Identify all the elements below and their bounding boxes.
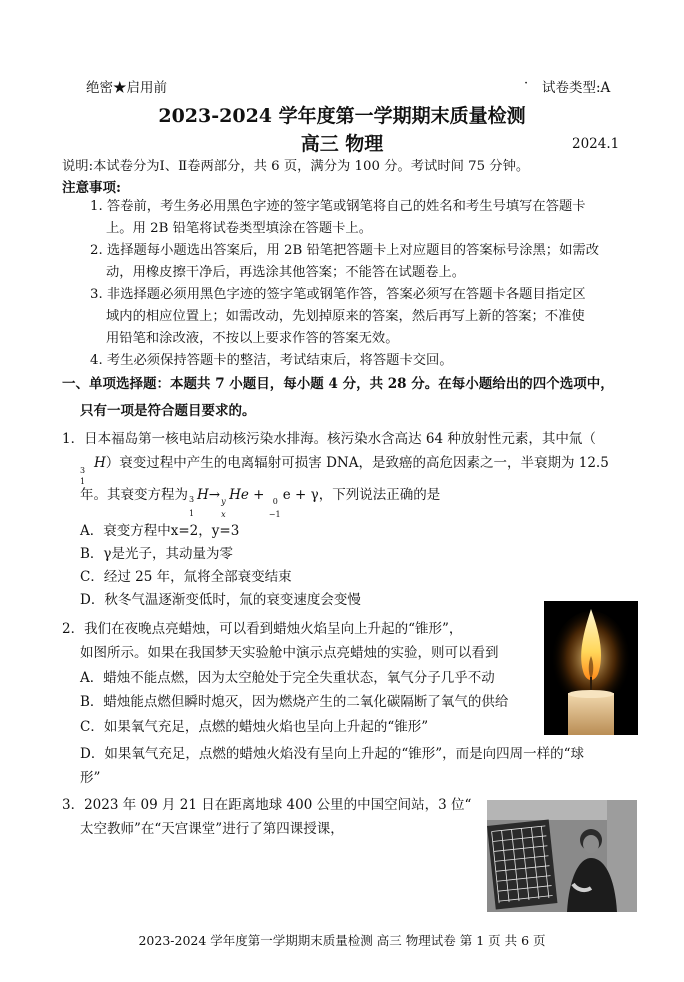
- intro-text: 说明:本试卷分为Ⅰ、Ⅱ卷两部分，共 6 页，满分为 100 分。考试时间 75 分钟。: [62, 159, 530, 174]
- q1-eq-e: e: [282, 487, 291, 503]
- q2-option-b: B．蜡烛能点燃但瞬时熄灭，因为燃烧产生的二氧化碳隔断了氧气的供给: [80, 694, 509, 710]
- q1-eq-gamma: + γ: [290, 487, 319, 503]
- q1-eq-h-mass: 3: [189, 495, 195, 504]
- q1-eq-he: He: [229, 487, 249, 503]
- header-dot: ·: [524, 76, 529, 91]
- candle-flame-icon: [544, 601, 638, 735]
- q1-line-1: 1．日本福岛第一核电站启动核污染水排海。核污染水含高达 64 种放射性元素，其中氚（: [62, 431, 596, 447]
- paper-type-label: 试卷类型:A: [542, 80, 611, 96]
- q1-option-b: B．γ是光子，其动量为零: [80, 546, 233, 562]
- page-footer: 2023-2024 学年度第一学期期末质量检测 高三 物理试卷 第 1 页 共 6 页: [138, 933, 546, 948]
- notice-item-3-line-2: 域内的相应位置上；如需改动，先划掉原来的答案，然后再写上新的答案；不准使: [106, 309, 585, 324]
- q1-eq-he-charge: x: [221, 510, 226, 519]
- notice-item-1-line-2: 上。用 2B 铅笔将试卷类型填涂在答题卡上。: [106, 221, 373, 236]
- notice-item-3-line-1: 3. 非选择题必须用黑色字迹的签字笔或钢笔作答，答案必须写在答题卡各题目指定区: [90, 287, 586, 302]
- q2-option-d: D．如果氧气充足，点燃的蜡烛火焰没有呈向上升起的“锥形”，而是向四周一样的“球: [80, 746, 585, 762]
- exam-subtitle: 高三 物理: [300, 133, 384, 155]
- q2-option-d-cont: 形”: [80, 770, 101, 786]
- candle-photo: [544, 601, 638, 735]
- notice-item-2-line-1: 2. 选择题每小题选出答案后，用 2B 铅笔把答题卡上对应题目的答案标号涂黑；如需改: [90, 243, 599, 258]
- q1-line-2: [80, 454, 609, 486]
- q2-line-2: 如图所示。如果在我国梦天实验舱中演示点亮蜡烛的实验，则可以看到: [80, 645, 499, 661]
- q1-option-d: D．秋冬气温逐渐变低时，氚的衰变速度会变慢: [80, 592, 361, 608]
- q1-line-3-text: ，下列说法正确的是: [318, 487, 441, 503]
- notice-item-3-line-3: 用铅笔和涂改液，不按以上要求作答的答案无效。: [106, 331, 399, 346]
- section-1-heading-cont: 只有一项是符合题目要求的。: [80, 403, 256, 419]
- section-1-heading: 一、单项选择题：本题共 7 小题目，每小题 4 分，共 28 分。在每小题给出的四个选项中，: [62, 376, 614, 392]
- exam-title: 2023-2024 学年度第一学期期末质量检测: [158, 105, 526, 127]
- q1-eq-h: H: [197, 487, 209, 503]
- q1-option-a: A．衰变方程中x=2，y=3: [80, 523, 240, 539]
- q1-tritium-symbol: H: [94, 455, 106, 471]
- q1-line-2-text: ）衰变过程中产生的电离辐射可损害 DNA，是致癌的高危因素之一，半衰期为 12.5: [105, 455, 609, 471]
- space-classroom-image: [487, 800, 637, 912]
- notice-item-2-line-2: 动，用橡皮擦干净后，再选涂其他答案；不能答在试题卷上。: [106, 265, 466, 280]
- q1-eq-h-charge: 1: [189, 509, 195, 518]
- q3-line-2: 太空教师”在“天宫课堂”进行了第四课授课，: [80, 821, 344, 837]
- space-station-photo: [487, 800, 637, 912]
- notice-item-4: 4. 考生必须保持答题卡的整洁，考试结束后，将答题卡交回。: [90, 353, 453, 368]
- q2-option-c: C．如果氧气充足，点燃的蜡烛火焰也呈向上升起的“锥形”: [80, 719, 429, 735]
- q1-eq-plus-1: +: [248, 487, 269, 503]
- notice-item-1-line-1: 1. 答卷前，考生务必用黑色字迹的签字笔或钢笔将自己的姓名和考生号填写在答题卡: [90, 199, 586, 214]
- q1-equation-intro: 年。其衰变方程为: [80, 487, 188, 503]
- exam-date: 2024.1: [572, 136, 620, 152]
- q1-eq-he-mass: y: [221, 497, 226, 506]
- confidential-label: 绝密★启用前: [86, 80, 167, 96]
- q1-option-c: C．经过 25 年，氚将全部衰变结束: [80, 569, 292, 585]
- q1-eq-arrow: →: [208, 487, 221, 503]
- q1-tritium-charge: 1: [80, 477, 86, 486]
- q1-tritium-mass: 3: [80, 466, 86, 475]
- notice-heading: 注意事项:: [62, 180, 121, 196]
- q3-line-1: 3．2023 年 09 月 21 日在距离地球 400 公里的中国空间站，3 位“: [62, 797, 472, 813]
- q2-option-a: A．蜡烛不能点燃，因为太空舱处于完全失重状态，氧气分子几乎不动: [80, 670, 495, 686]
- q1-eq-e-mass: 0: [272, 497, 278, 506]
- q2-line-1: 2．我们在夜晚点亮蜡烛，可以看到蜡烛火焰呈向上升起的“锥形”，: [62, 621, 463, 637]
- q1-eq-e-charge: −1: [268, 510, 281, 519]
- q1-line-3: [80, 486, 441, 519]
